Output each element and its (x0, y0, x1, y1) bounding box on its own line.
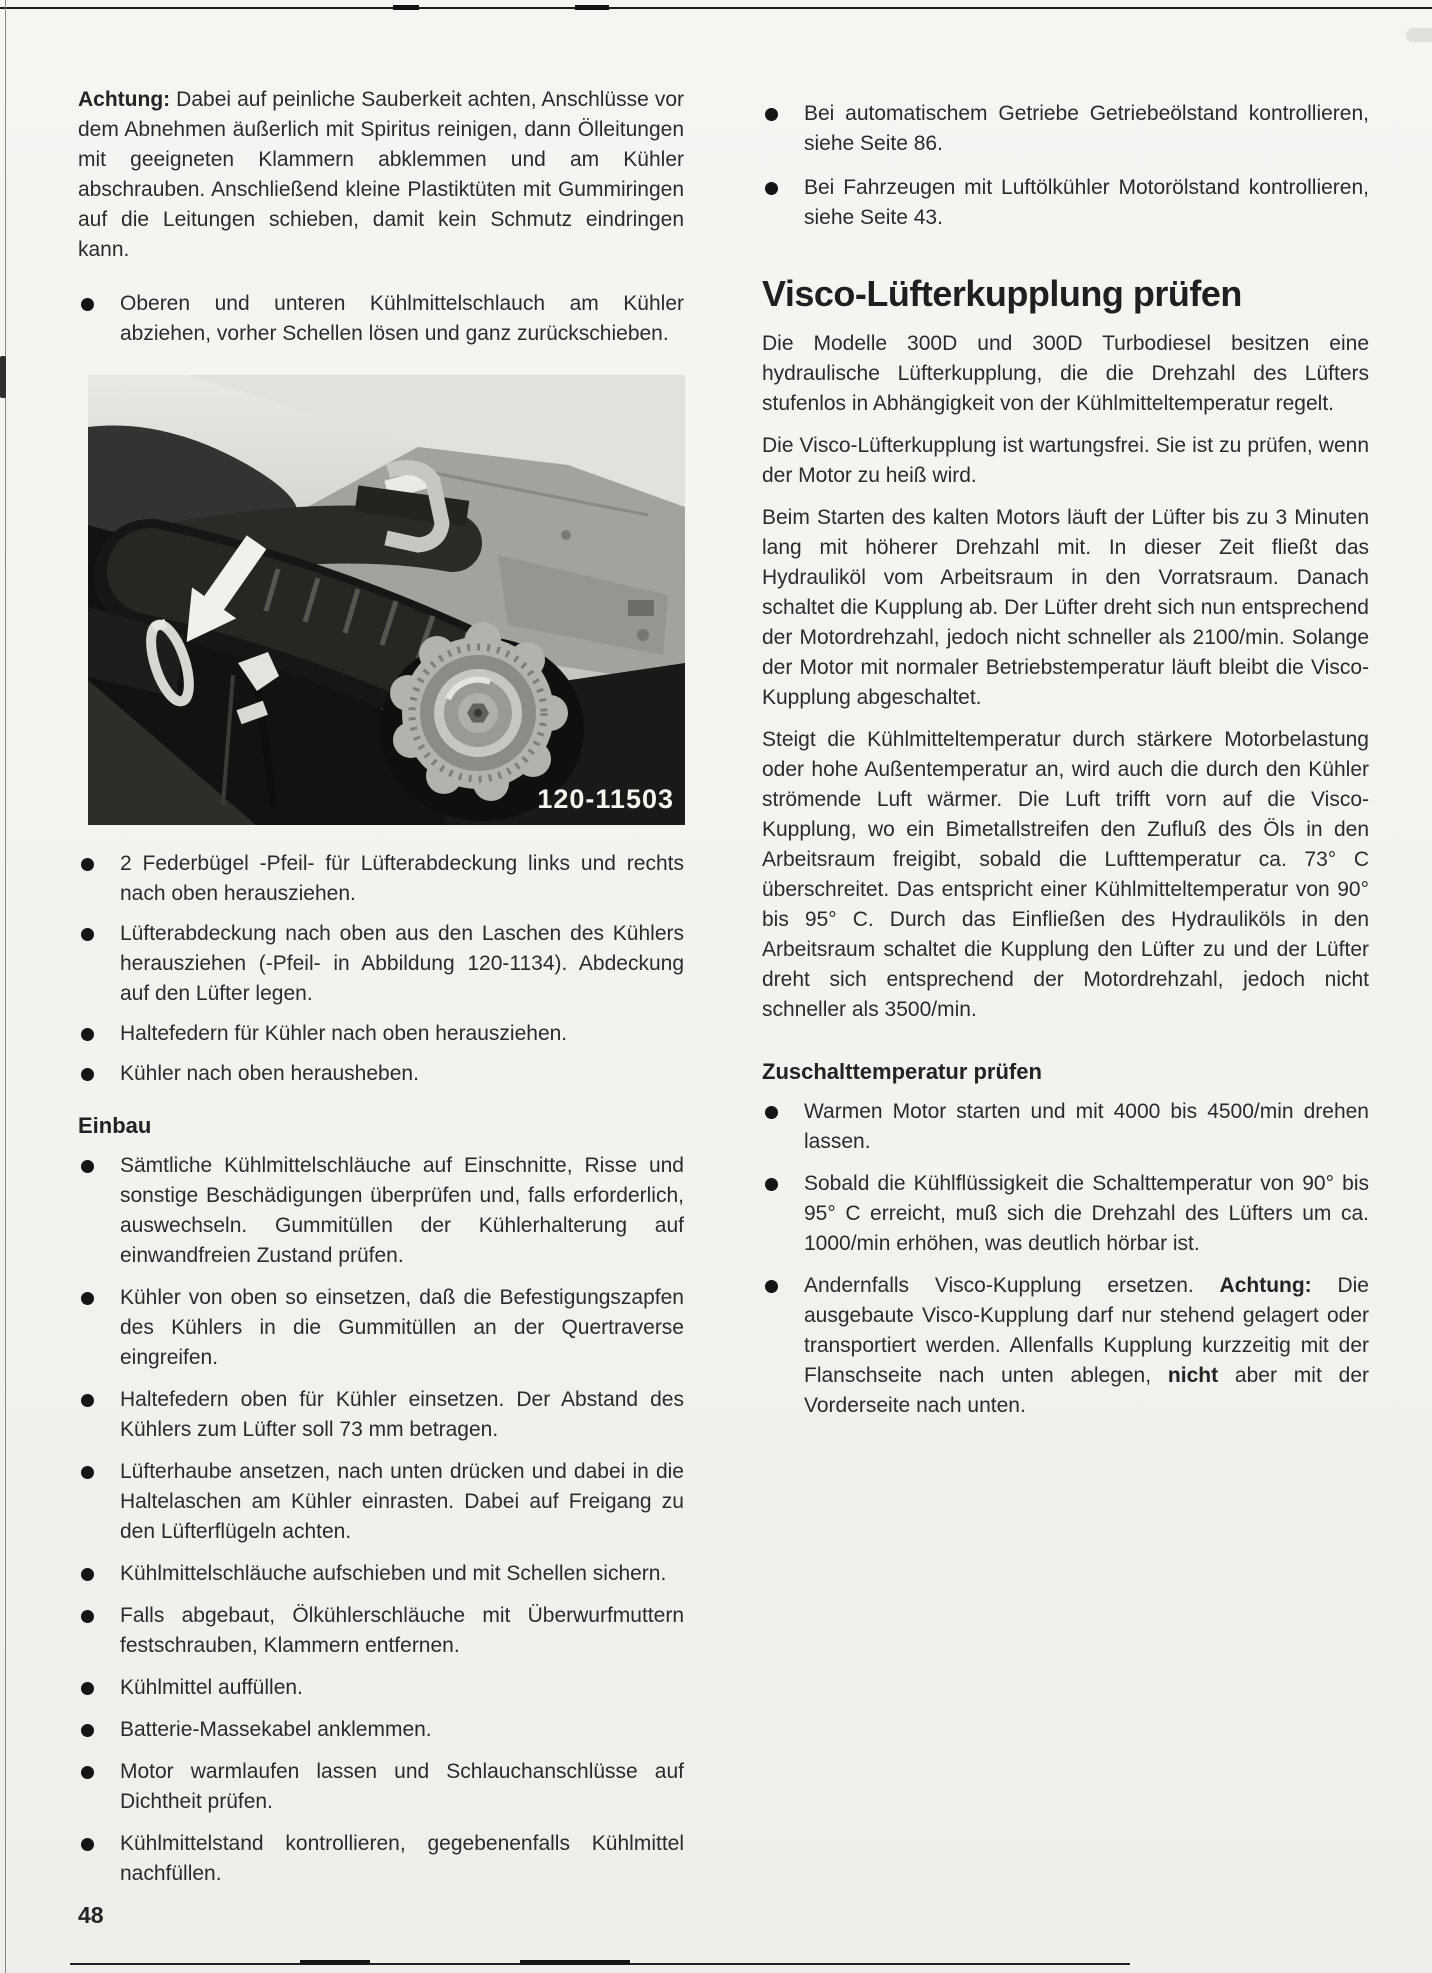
bullet-dot-icon (81, 928, 94, 941)
paragraph: Die Modelle 300D und 300D Turbodiesel besitzen eine hydraulische Lüfterkupplung, die die Drehzahl des Lüfters stufenlos in Abhängigkeit von der Kühlmitteltemperatur regelt. (762, 332, 1369, 415)
scan-bottom-dash (520, 1960, 630, 1965)
photo-label: 120-11503 (537, 784, 674, 814)
list-item-text: Kühlmittelstand kontrollieren, gegebenenfalls Kühlmittel nachfüllen. (120, 1832, 684, 1885)
list-item (78, 1457, 684, 1547)
scan-bottom-dash (300, 1960, 370, 1965)
list-item (78, 1283, 684, 1373)
achtung-pre: Andernfalls Visco-Kupplung ersetzen. (804, 1274, 1220, 1297)
list-item (78, 1559, 684, 1589)
list-item (78, 1151, 684, 1271)
list-item-text: 2 Federbügel -Pfeil- für Lüfterabdeckung links und rechts nach oben herausziehen. (120, 852, 684, 905)
page-number: 48 (78, 1902, 104, 1928)
achtung-nicht-bold: nicht (1167, 1364, 1219, 1387)
intro-bold-lead: Achtung: (78, 88, 171, 111)
bullet-dot-icon (81, 1394, 94, 1407)
list-item (78, 1757, 684, 1817)
list-item-text: Lüfterabdeckung nach oben aus den Laschen des Kühlers herausziehen (-Pfeil- in Abbildung 120-1134). Abdeckung auf den Lüfter legen. (120, 922, 684, 1005)
scan-mark (0, 356, 6, 398)
paragraph: Steigt die Kühlmitteltemperatur durch stärkere Motorbelastung oder hohe Außentemperatur an, wird auch die durch den Kühler strömende Luft wärmer. Die Luft trifft vorn auf die Visco-Kupplung, wo ein Bimetallstreifen den Zufluß des Öls in den Arbeitsraum freigibt, sobald die Lufttemperatur ca. 73° C überschreitet. Das entspricht einer Kühlmitteltemperatur von 90° bis 95° C. Durch das Einfließen des Hydrauliköls in den Arbeitsraum schaltet die Kupplung den Lüfter zu und der Lüfter dreht sich entsprechend der Motordrehzahl, jedoch nicht schneller als 3500/min. (762, 728, 1369, 1021)
scan-left-edge (5, 0, 6, 1973)
bullet-dot-icon (81, 1766, 94, 1779)
bullet-dot-icon (81, 1160, 94, 1173)
bullet-dot-icon (81, 1724, 94, 1737)
list-item-text: Bei automatischem Getriebe Getriebeölstand kontrollieren, siehe Seite 86. (804, 102, 1369, 155)
subheading-zuschalttemperatur: Zuschalttemperatur prüfen (762, 1059, 1042, 1084)
list-item-text: Lüfterhaube ansetzen, nach unten drücken und dabei in die Haltelaschen am Kühler einrasten. Dabei auf Freigang zu den Lüfterflügeln achten. (120, 1460, 684, 1543)
scan-top-line (0, 7, 1432, 9)
panel-bracket (628, 600, 654, 616)
list-item (78, 1715, 684, 1745)
list-item-text: Oberen und unteren Kühlmittelschlauch am Kühler abziehen, vorher Schellen lösen und ganz zurückschieben. (120, 292, 684, 345)
bullet-dot-icon (81, 1466, 94, 1479)
list-item (762, 1169, 1369, 1259)
list-item-text: Kühlmittel auffüllen. (120, 1676, 303, 1699)
list-item (78, 1601, 684, 1661)
list-item-text (804, 1271, 1369, 1421)
bullet-dot-icon (81, 858, 94, 871)
achtung-bold: Achtung: (1219, 1274, 1312, 1297)
bullet-dot-icon (81, 1838, 94, 1851)
achtung-mid: Die ausgebaute Visco-Kupplung darf nur stehend gelagert oder transportiert werden. Allenfalls Kupplung kurzzeitig mit der Flanschseite nach unten ablegen, (804, 1274, 1369, 1387)
bullet-dot-icon (81, 1610, 94, 1623)
list-item (762, 1097, 1369, 1157)
bullet-dot-icon (765, 1106, 778, 1119)
list-item (762, 173, 1369, 233)
scan-top-dash (575, 5, 609, 10)
einbau-heading: Einbau (78, 1113, 152, 1138)
bullet-dot-icon (765, 108, 778, 121)
list-item (78, 1019, 684, 1049)
list-item-text: Batterie-Massekabel anklemmen. (120, 1718, 432, 1741)
list-item-text: Sämtliche Kühlmittelschläuche auf Einschnitte, Risse und sonstige Beschädigungen überprüfen und, falls erforderlich, auswechseln. Gummitüllen der Kühlerhalterung auf einwandfreien Zustand prüfen. (120, 1154, 684, 1267)
figure-photo-radiator (88, 375, 685, 825)
list-item (78, 1673, 684, 1703)
bullet-dot-icon (81, 1292, 94, 1305)
list-item (78, 1059, 684, 1089)
paragraph: Beim Starten des kalten Motors läuft der Lüfter bis zu 3 Minuten lang mit höherer Drehzahl mit. In dieser Zeit fließt das Hydrauliköl vom Arbeitsraum in den Vorratsraum. Danach schaltet die Kupplung ab. Der Lüfter dreht sich nun entsprechend der Motordrehzahl, jedoch nicht schneller als 2100/min. Solange der Motor mit normaler Betriebstemperatur läuft bleibt die Visco-Kupplung abgeschaltet. (762, 506, 1369, 709)
list-item (78, 289, 684, 349)
list-item-text: Warmen Motor starten und mit 4000 bis 4500/min drehen lassen. (804, 1100, 1369, 1153)
bullet-dot-icon (81, 1568, 94, 1581)
list-item (762, 99, 1369, 159)
list-item (762, 1271, 1369, 1421)
list-item (78, 919, 684, 1009)
list-item (78, 1385, 684, 1445)
bullet-dot-icon (81, 1068, 94, 1081)
panel-rivet (561, 530, 571, 540)
scan-top-dash (393, 5, 419, 10)
bullet-dot-icon (81, 1028, 94, 1041)
list-item-text: Sobald die Kühlflüssigkeit die Schalttemperatur von 90° bis 95° C erreicht, muß sich die Drehzahl des Lüfters um ca. 1000/min erhöhen, was deutlich hörbar ist. (804, 1172, 1369, 1255)
list-item (78, 849, 684, 909)
list-item-text: Bei Fahrzeugen mit Luftölkühler Motorölstand kontrollieren, siehe Seite 43. (804, 176, 1369, 229)
bullet-dot-icon (765, 1280, 778, 1293)
bullet-dot-icon (765, 182, 778, 195)
list-item-text: Falls abgebaut, Ölkühlerschläuche mit Überwurfmuttern festschrauben, Klammern entfernen. (120, 1604, 684, 1657)
left-column (78, 85, 684, 1889)
bullet-dot-icon (81, 298, 94, 311)
list-item-text: Kühler von oben so einsetzen, daß die Befestigungszapfen des Kühlers in die Gummitüllen an der Quertraverse eingreifen. (120, 1286, 684, 1369)
scan-corner-curl (1406, 28, 1432, 42)
panel-rivet (637, 629, 649, 641)
list-item (78, 1829, 684, 1889)
list-item-text: Haltefedern für Kühler nach oben herausziehen. (120, 1022, 568, 1045)
bullet-dot-icon (81, 1682, 94, 1695)
list-item-text: Motor warmlaufen lassen und Schlauchanschlüsse auf Dichtheit prüfen. (120, 1760, 684, 1813)
intro-paragraph (78, 85, 684, 265)
achtung-post: aber mit der Vorderseite nach unten. (804, 1364, 1369, 1417)
bullet-dot-icon (765, 1178, 778, 1191)
paragraph: Die Visco-Lüfterkupplung ist wartungsfrei. Sie ist zu prüfen, wenn der Motor zu heiß wird. (762, 434, 1369, 487)
list-item-text: Kühler nach oben herausheben. (120, 1062, 419, 1085)
list-item-text: Kühlmittelschläuche aufschieben und mit Schellen sichern. (120, 1562, 667, 1585)
section-heading: Visco-Lüfterkupplung prüfen (762, 273, 1242, 314)
list-item-text: Haltefedern oben für Kühler einsetzen. Der Abstand des Kühlers zum Lüfter soll 73 mm betragen. (120, 1388, 684, 1441)
right-column (762, 85, 1369, 1421)
intro-text: Dabei auf peinliche Sauberkeit achten, Anschlüsse vor dem Abnehmen äußerlich mit Spiritus reinigen, dann Ölleitungen mit geeigneten Klammern abklemmen und am Kühler abschrauben. Anschließend kleine Plastiktüten mit Gummiringen auf die Leitungen schieben, damit kein Schmutz eindringen kann. (78, 88, 684, 261)
